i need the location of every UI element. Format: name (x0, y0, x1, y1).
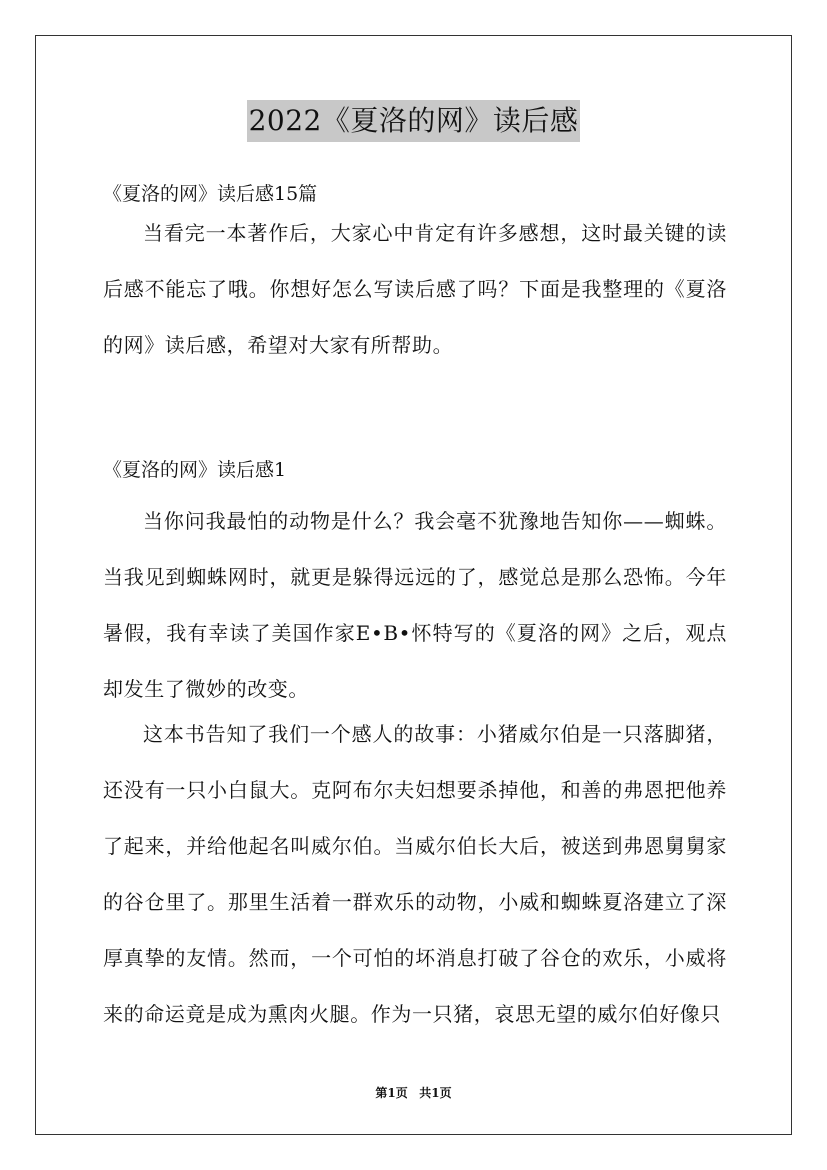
section1-paragraph-1: 当你问我最怕的动物是什么？我会毫不犹豫地告知你——蜘蛛。当我见到蜘蛛网时，就更是躲得远远的了，感觉总是那么恐怖。今年暑假，我有幸读了美国作家E•B•怀特写的《夏洛的网》之后，观点却发生了微妙的改变。 (103, 509, 727, 701)
page-footer (0, 1084, 827, 1101)
page-total: 共1页 (419, 1086, 452, 1100)
document-subtitle: 《夏洛的网》读后感15篇 (103, 183, 318, 205)
document-title: 2022《夏洛的网》读后感 (247, 100, 581, 142)
section1-paragraph-2: 这本书告知了我们一个感人的故事：小猪威尔伯是一只落脚猪，还没有一只小白鼠大。克阿布尔夫妇想要杀掉他，和善的弗恩把他养了起来，并给他起名叫威尔伯。当威尔伯长大后，被送到弗恩舅舅家的谷仓里了。那里生活着一群欢乐的动物，小威和蜘蛛夏洛建立了深厚真挚的友情。然而，一个可怕的坏消息打破了谷仓的欢乐，小威将来的命运竟是成为熏肉火腿。作为一只猪，哀思无望的威尔伯好像只 (103, 722, 727, 1026)
title-container (0, 100, 827, 142)
intro-paragraph: 当看完一本著作后，大家心中肯定有许多感想，这时最关键的读后感不能忘了哦。你想好怎么写读后感了吗？下面是我整理的《夏洛的网》读后感，希望对大家有所帮助。 (103, 221, 727, 357)
section-heading-1: 《夏洛的网》读后感1 (103, 459, 287, 481)
page-number: 第1页 (375, 1086, 408, 1100)
